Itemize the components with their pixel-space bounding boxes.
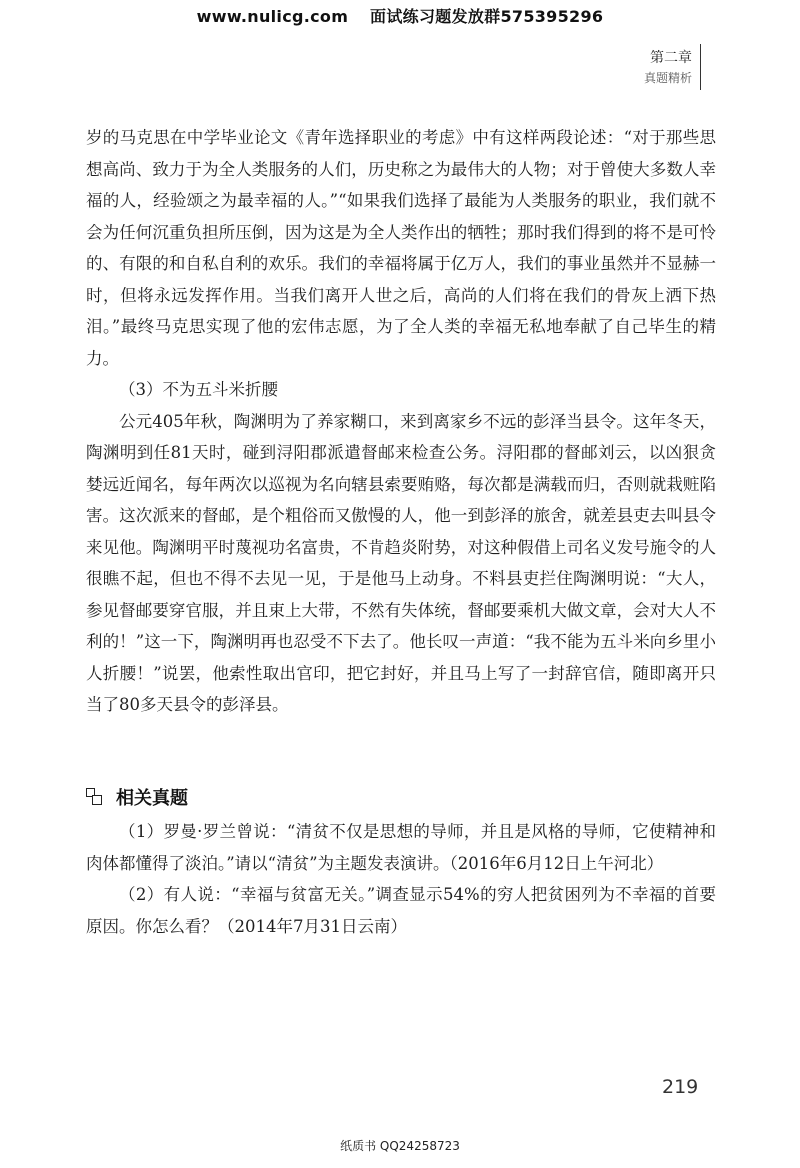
- paragraph-tao-yuanming: 公元405年秋，陶渊明为了养家糊口，来到离家乡不远的彭泽当县令。这年冬天，陶渊明到任81天时，碰到浔阳郡派遣督邮来检查公务。浔阳郡的督邮刘云，以凶狠贪婪远近闻名，每年两次以巡视为名向辖县索要贿赂，每次都是满载而归，否则就栽赃陷害。这次派来的督邮，是个粗俗而又傲慢的人，他一到彭泽的旅舍，就差县吏去叫县令来见他。陶渊明平时蔑视功名富贵，不肯趋炎附势，对这种假借上司名义发号施令的人很瞧不起，但也不得不去见一见，于是他马上动身。不料县吏拦住陶渊明说：“大人，参见督邮要穿官服，并且束上大带，不然有失体统，督邮要乘机大做文章，会对大人不利的！”这一下，陶渊明再也忍受不下去了。他长叹一声道：“我不能为五斗米向乡里小人折腰！”说罢，他索性取出官印，把它封好，并且马上写了一封辞官信，随即离开只当了80多天县令的彭泽县。: [86, 411, 716, 714]
- related-questions-list: [86, 816, 716, 942]
- related-questions-section: [86, 780, 716, 942]
- section-title: 真题精析: [643, 71, 692, 85]
- related-question-item: （2）有人说：“幸福与贫富无关。”调查显示54%的穷人把贫困列为不幸福的首要原因。你怎么看？（2014年7月31日云南）: [86, 885, 716, 936]
- chapter-title: 第二章: [650, 50, 692, 66]
- body-text: [86, 122, 716, 721]
- paragraph-marx: 岁的马克思在中学毕业论文《青年选择职业的考虑》中有这样两段论述：“对于那些思想高尚、致力于为全人类服务的人们，历史称之为最伟大的人物；对于曾使大多数人幸福的人，经验颂之为最幸福的人。”“如果我们选择了最能为人类服务的职业，我们就不会为任何沉重负担所压倒，因为这是为全人类作出的牺牲；那时我们得到的将不是可怜的、有限的和自私自利的欢乐。我们的幸福将属于亿万人，我们的事业虽然并不显赫一时，但将永远发挥作用。当我们离开人世之后，高尚的人们将在我们的骨灰上洒下热泪。”最终马克思实现了他的宏伟志愿，为了全人类的幸福无私地奉献了自己毕生的精力。: [86, 128, 716, 368]
- footer-note: 纸质书 QQ24258723: [340, 1139, 460, 1153]
- header-divider: [700, 44, 701, 90]
- subheading: （3）不为五斗米折腰: [119, 380, 278, 399]
- running-head: [644, 48, 692, 88]
- top-banner: [0, 4, 800, 27]
- related-questions-title: 相关真题: [116, 788, 188, 809]
- related-questions-heading: [86, 780, 716, 814]
- banner-site: www.nulicg.com: [196, 7, 349, 26]
- page-number: 219: [662, 1076, 699, 1098]
- banner-group: 面试练习题发放群575395296: [370, 7, 604, 26]
- related-questions-icon: [86, 788, 104, 806]
- related-question-item: （1）罗曼·罗兰曾说：“清贫不仅是思想的导师，并且是风格的导师，它使精神和肉体都懂得了淡泊。”请以“清贫”为主题发表演讲。（2016年6月12日上午河北）: [86, 822, 716, 873]
